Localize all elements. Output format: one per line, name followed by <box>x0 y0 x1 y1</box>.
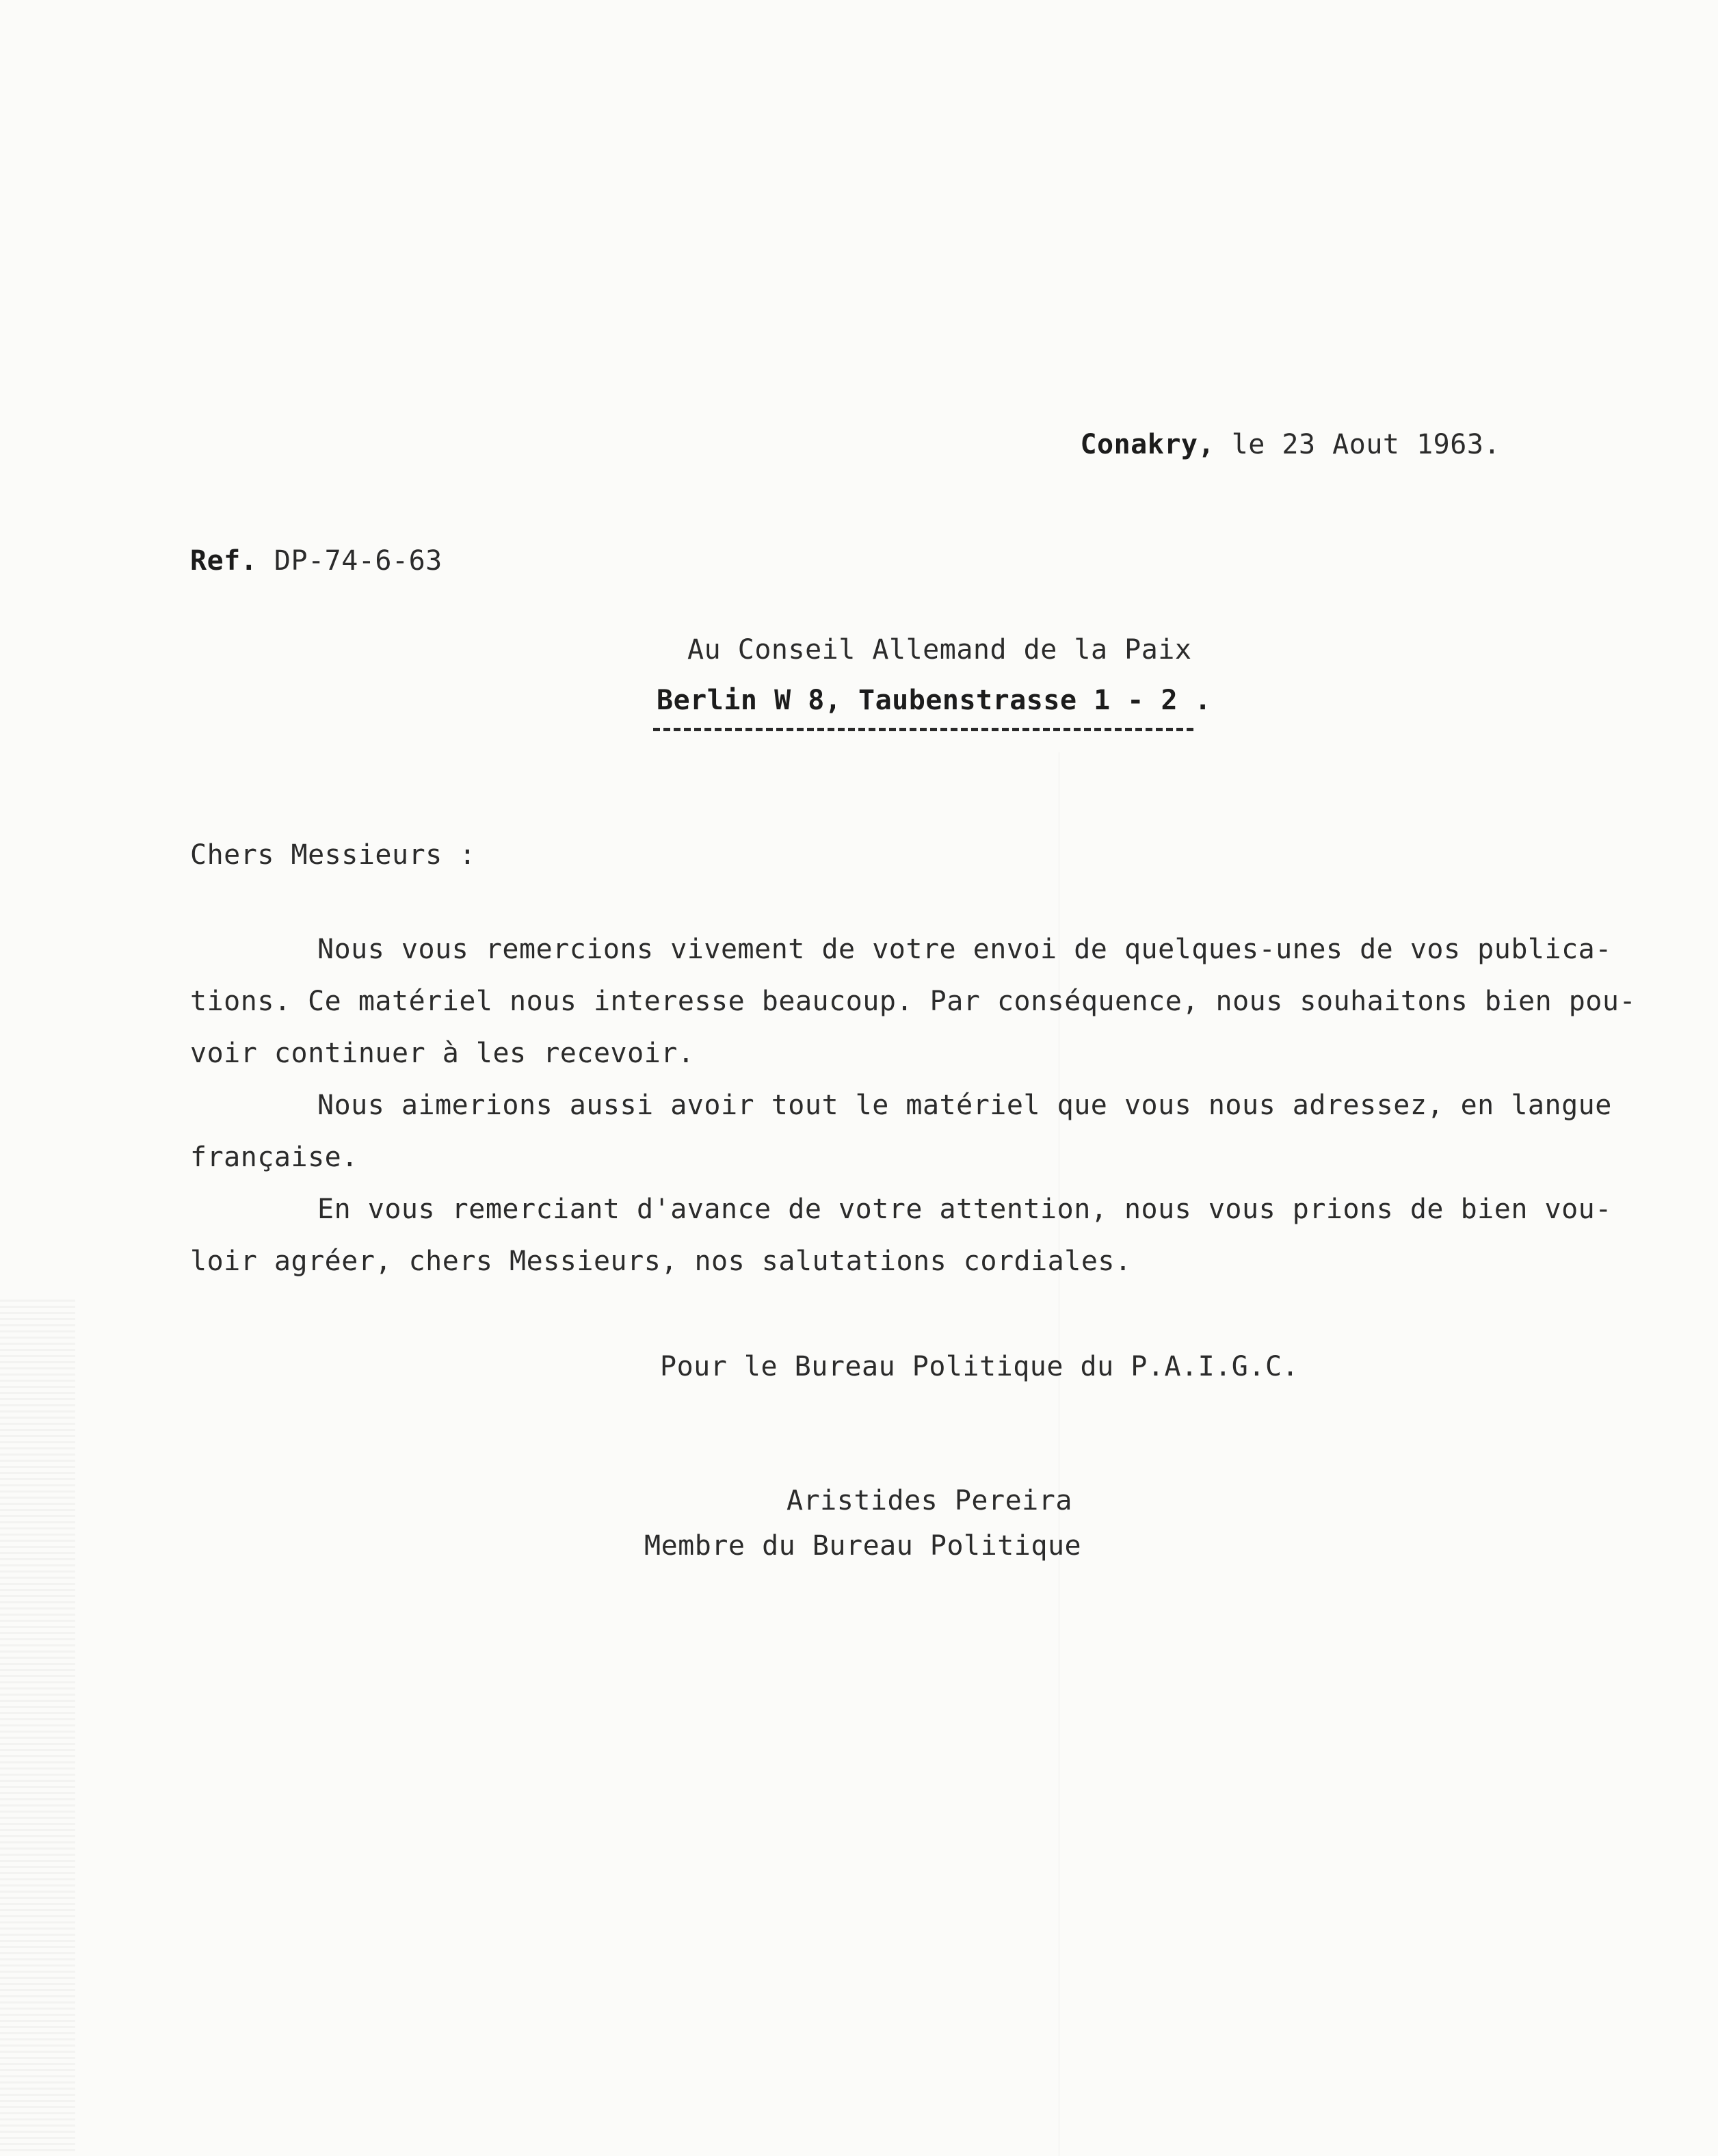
reference-line <box>190 535 442 587</box>
reference-code: DP-74-6-63 <box>274 545 442 577</box>
paragraph-line: Nous vous remercions vivement de votre envoi de quelques-unes de vos publica- <box>317 934 1612 965</box>
recipient-line-2: Berlin W 8, Taubenstrasse 1 - 2 . <box>657 685 1212 716</box>
paragraph-line: Nous aimerions aussi avoir tout le matériel que vous nous adressez, en langue <box>317 1090 1612 1121</box>
place-text: Conakry, <box>1080 429 1215 460</box>
date-text: le 23 Aout 1963. <box>1231 429 1501 460</box>
paper-edge-shading <box>0 1300 75 2155</box>
reference-label: Ref. <box>190 545 258 577</box>
paragraph-line: tions. Ce matériel nous interesse beaucoup. Par conséquence, nous souhaitons bien pou- <box>190 986 1637 1017</box>
paragraph-line: française. <box>190 1142 358 1173</box>
salutation: Chers Messieurs : <box>190 839 476 871</box>
signer-name: Aristides Pereira <box>787 1485 1072 1516</box>
body-paragraph-2 <box>190 1079 1612 1183</box>
recipient-underline <box>653 728 1193 731</box>
sign-off: Pour le Bureau Politique du P.A.I.G.C. <box>660 1351 1299 1382</box>
paragraph-line: loir agréer, chers Messieurs, nos salutations cordiales. <box>190 1246 1132 1277</box>
signer-title: Membre du Bureau Politique <box>644 1530 1082 1562</box>
recipient-line-1: Au Conseil Allemand de la Paix <box>687 634 1192 666</box>
paragraph-line: voir continuer à les recevoir. <box>190 1038 695 1069</box>
body-paragraph-3 <box>190 1183 1612 1287</box>
paragraph-line: En vous remerciant d'avance de votre attention, nous vous prions de bien vou- <box>317 1194 1612 1225</box>
body-paragraph-1 <box>190 923 1637 1079</box>
date-line <box>1080 419 1501 471</box>
